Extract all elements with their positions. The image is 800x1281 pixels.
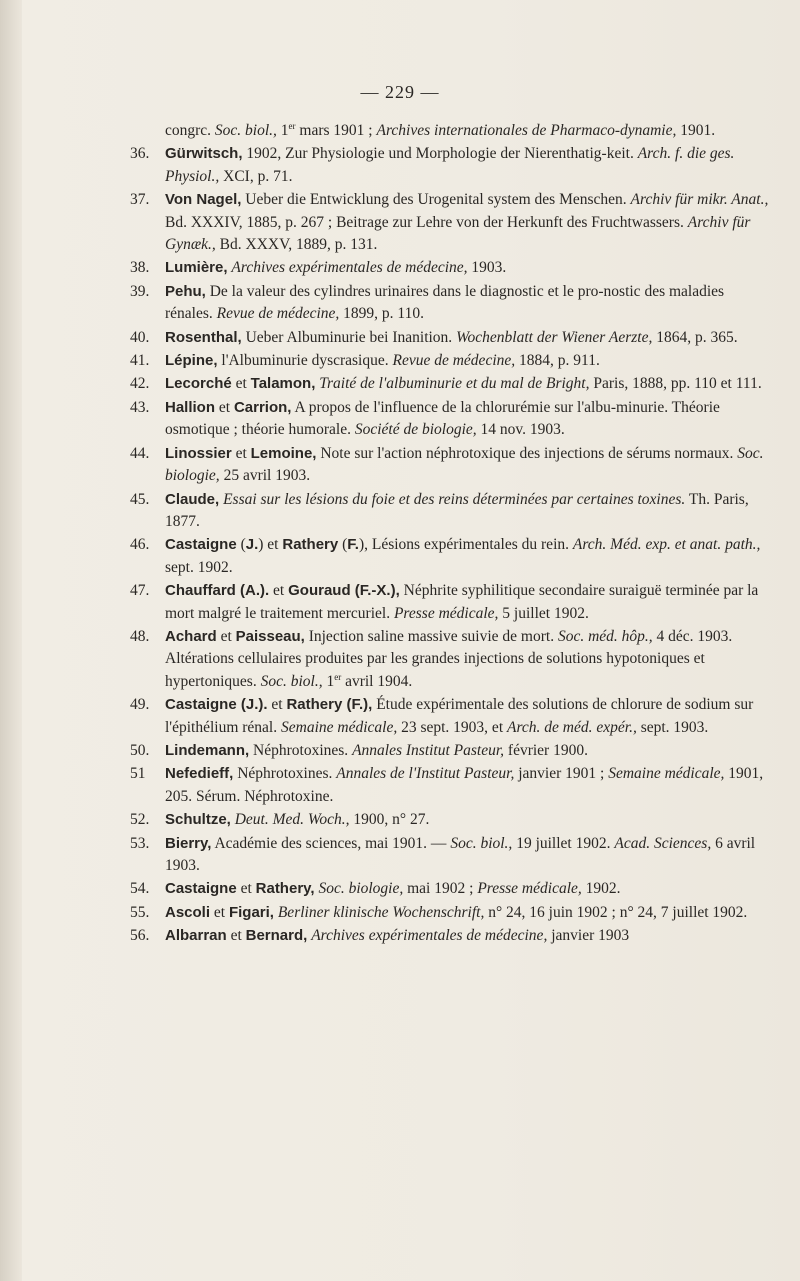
bibliography-list xyxy=(130,143,770,947)
reference-text: ), Lésions expérimentales du rein. xyxy=(358,536,573,554)
author-name: Albarran xyxy=(165,927,227,945)
reference-text: Néphrotoxines. xyxy=(233,765,337,783)
entry-number: 55. xyxy=(130,903,150,921)
author-name: Schultze, xyxy=(165,811,231,829)
publication-title: Presse médicale, xyxy=(393,604,499,622)
entry-number: 39. xyxy=(130,282,150,300)
reference-text: et xyxy=(267,696,287,714)
reference-text: 1884, p. 911. xyxy=(515,352,600,370)
superscript: er xyxy=(288,120,296,131)
publication-title: Archiv für mikr. Anat., xyxy=(630,191,769,209)
entry-number: 45. xyxy=(130,490,150,508)
author-name: Rathery, xyxy=(255,880,315,898)
reference-text: Néphrotoxines. xyxy=(249,741,353,759)
author-name: Rathery xyxy=(282,536,339,554)
publication-title: Semaine médicale, xyxy=(608,765,725,783)
reference-text: Note sur l'action néphrotoxique des injections de sérums normaux. xyxy=(316,444,738,462)
entry-number: 51 xyxy=(130,765,146,783)
bibliography-entry xyxy=(130,350,770,372)
entry-number: 54. xyxy=(130,880,150,898)
publication-title: Deut. Med. Woch., xyxy=(234,811,350,829)
publication-title: Annales Institut Pasteur, xyxy=(352,741,505,759)
bibliography-entry xyxy=(130,902,770,924)
reference-text: et xyxy=(216,627,236,645)
bibliography-entry xyxy=(130,626,770,693)
publication-title: Archives expérimentales de médecine, xyxy=(311,927,548,945)
publication-title: Arch. Méd. exp. et anat. path., xyxy=(572,536,761,554)
reference-text: 1900, n° 27. xyxy=(349,811,430,829)
bibliography-entry xyxy=(130,327,770,349)
reference-text: Néphrite syphilitique secondaire suraiguë terminée par la mort malgré le traitement mercuriel. xyxy=(165,582,759,622)
reference-text: XCI, p. 71. xyxy=(219,167,293,185)
author-name: Paisseau, xyxy=(235,627,305,645)
reference-text: 1 xyxy=(322,672,335,690)
reference-text: Étude expérimentale des solutions de chlorure de sodium sur l'épithélium rénal. xyxy=(165,696,754,736)
bibliography-entry xyxy=(130,580,770,625)
author-name: Lépine, xyxy=(165,352,218,370)
publication-title: Soc. biol., xyxy=(214,122,277,139)
author-name: Figari, xyxy=(228,903,274,921)
bibliography-entry xyxy=(130,833,770,878)
entry-number: 44. xyxy=(130,444,150,462)
reference-text: Th. Paris, 1877. xyxy=(165,490,749,530)
publication-title: Arch. f. die ges. Physiol., xyxy=(165,145,735,185)
bibliography-entry xyxy=(130,257,770,279)
publication-title: Archives expérimentales de médecine, xyxy=(231,259,468,277)
entry-number: 38. xyxy=(130,259,150,277)
reference-text: Bd. XXXIV, 1885, p. 267 ; Beitrage zur Lehre von der Herkunft des Fruchtwassers. xyxy=(165,213,688,231)
publication-title: Presse médicale, xyxy=(477,880,582,898)
author-name: Lecorché xyxy=(165,375,232,393)
publication-title: Annales de l'Institut Pasteur, xyxy=(336,765,515,783)
reference-text: 19 juillet 1902. xyxy=(512,834,615,852)
entry-number: 52. xyxy=(130,811,150,829)
author-name: Hallion xyxy=(165,398,216,416)
reference-text: A propos de l'influence de la chlorurémie sur l'albu-minurie. Théorie osmotique ; théorie humorale. xyxy=(165,398,720,439)
entry-number: 53. xyxy=(130,834,150,852)
publication-title: Soc. biol., xyxy=(260,672,323,690)
author-name: Nefedieff, xyxy=(165,765,234,783)
reference-text: et xyxy=(231,375,251,393)
author-name: Rosenthal, xyxy=(165,328,242,346)
reference-text: l'Albuminurie dyscrasique. xyxy=(217,352,393,370)
entry-number: 49. xyxy=(130,696,150,714)
reference-text: sept. 1902. xyxy=(165,558,233,576)
bibliography-entry xyxy=(130,740,770,762)
reference-text: 1901, 205. Sérum. Néphrotoxine. xyxy=(165,765,764,805)
reference-text: Ueber Albuminurie bei Inanition. xyxy=(241,328,457,346)
bibliography-continuation xyxy=(130,120,770,142)
author-name: Ascoli xyxy=(165,903,211,921)
author-name: Achard xyxy=(165,627,217,645)
publication-title: Archives internationales de Pharmaco-dynamie, xyxy=(376,122,677,139)
reference-text: 25 avril 1903. xyxy=(219,467,311,485)
publication-title: Wochenblatt der Wiener Aerzte, xyxy=(456,328,653,346)
author-name: Talamon, xyxy=(250,375,316,393)
reference-text: sept. 1903. xyxy=(636,718,709,736)
publication-title: Soc. biologie, xyxy=(318,880,404,898)
entry-number: 42. xyxy=(130,375,150,393)
bibliography-entry xyxy=(130,373,770,395)
entry-number: 50. xyxy=(130,741,150,759)
reference-text: 1903. xyxy=(467,259,507,277)
reference-text: et xyxy=(215,398,234,416)
bibliography-entry xyxy=(130,534,770,579)
bibliography-entry xyxy=(130,694,770,739)
reference-text: De la valeur des cylindres urinaires dans le diagnostic et le pro-nostic des maladies rénales. xyxy=(165,282,725,323)
author-name: Lindemann, xyxy=(165,741,250,759)
author-name: Chauffard (A.). xyxy=(165,582,270,600)
page-gutter xyxy=(0,0,22,1281)
entry-number: 56. xyxy=(130,927,150,945)
publication-title: Soc. méd. hôp., xyxy=(557,627,653,645)
publication-title: Société de biologie, xyxy=(354,421,477,439)
reference-text: 1 xyxy=(276,122,289,139)
publication-title: Revue de médecine, xyxy=(216,305,340,323)
author-name: Castaigne xyxy=(165,880,237,898)
reference-text: et xyxy=(210,903,229,921)
reference-text: 6 avril 1903. xyxy=(165,834,756,874)
author-name: Carrion, xyxy=(233,398,292,416)
reference-text: février 1900. xyxy=(504,741,588,759)
author-name: Gouraud (F.-X.), xyxy=(288,582,400,600)
reference-text: Ueber die Entwicklung des Urogenital system des Menschen. xyxy=(241,191,631,209)
entry-number: 48. xyxy=(130,627,150,645)
reference-text: ( xyxy=(236,536,246,554)
entry-number: 46. xyxy=(130,536,150,554)
author-name: Bernard, xyxy=(245,927,308,945)
publication-title: Revue de médecine, xyxy=(392,352,516,370)
author-name: Castaigne (J.). xyxy=(165,696,268,714)
bibliography-entry xyxy=(130,397,770,442)
author-name: Lumière, xyxy=(165,259,228,277)
reference-text: 1864, p. 365. xyxy=(652,328,738,346)
author-name: Pehu, xyxy=(165,282,206,300)
publication-title: Semaine médicale, xyxy=(281,718,398,736)
bibliography-entry xyxy=(130,489,770,534)
reference-text: n° 24, 16 juin 1902 ; n° 24, 7 juillet 1902. xyxy=(484,903,748,921)
page-number: — 229 — xyxy=(360,82,440,102)
reference-text: 23 sept. 1903, et xyxy=(397,718,507,736)
author-name: J. xyxy=(245,536,259,554)
reference-text: Injection saline massive suivie de mort. xyxy=(304,627,558,645)
entry-number: 47. xyxy=(130,582,150,600)
reference-text: janvier 1901 ; xyxy=(514,765,609,783)
bibliography-entry xyxy=(130,809,770,831)
entry-number: 41. xyxy=(130,352,150,370)
reference-text: 1901. xyxy=(676,122,716,139)
reference-text: ( xyxy=(338,536,348,554)
reference-text: 1902, Zur Physiologie und Morphologie der Nierenthatig-keit. xyxy=(242,145,638,163)
bibliography-entry xyxy=(130,925,770,947)
reference-text: et xyxy=(269,582,289,600)
author-name: Castaigne xyxy=(165,536,237,554)
bibliography-entry xyxy=(130,763,770,808)
bibliography-entry xyxy=(130,443,770,488)
bibliography-entry xyxy=(130,281,770,326)
publication-title: Archiv für Gynæk., xyxy=(165,213,751,254)
superscript: er xyxy=(334,671,342,682)
reference-text: 14 nov. 1903. xyxy=(476,421,565,439)
entry-number: 40. xyxy=(130,328,150,346)
reference-text: et xyxy=(226,927,246,945)
author-name: Lemoine, xyxy=(250,444,317,462)
reference-text: Bd. XXXV, 1889, p. 131. xyxy=(215,236,378,254)
reference-text: congrc. xyxy=(165,122,215,139)
reference-text: 4 déc. 1903. Altérations cellulaires produites par les grandes injections de solutions hypotoniques et hypertoniques. xyxy=(165,627,733,690)
entry-number: 43. xyxy=(130,398,150,416)
publication-title: Arch. de méd. expér., xyxy=(507,718,637,736)
reference-text: et xyxy=(231,444,251,462)
publication-title: Acad. Sciences, xyxy=(614,834,712,852)
publication-title: Soc. biologie, xyxy=(165,444,764,485)
author-name: F. xyxy=(347,536,359,554)
reference-text: mai 1902 ; xyxy=(403,880,478,898)
publication-title: Essai sur les lésions du foie et des reins déterminées par certaines toxines. xyxy=(223,490,686,508)
author-name: Rathery (F.), xyxy=(286,696,373,714)
entry-number: 37. xyxy=(130,191,150,209)
publication-title: Berliner klinische Wochenschrift, xyxy=(277,903,485,921)
publication-title: Soc. biol., xyxy=(450,834,513,852)
author-name: Von Nagel, xyxy=(165,191,242,209)
reference-text: 1899, p. 110. xyxy=(339,305,424,323)
bibliography-entry xyxy=(130,189,770,256)
publication-title: Traité de l'albuminurie et du mal de Bright, xyxy=(319,375,590,393)
bibliography-entry xyxy=(130,143,770,188)
reference-text: 1902. xyxy=(581,880,621,898)
reference-text: avril 1904. xyxy=(341,672,413,690)
bibliography-entry xyxy=(130,878,770,900)
reference-text: janvier 1903 xyxy=(547,927,630,945)
reference-text: Académie des sciences, mai 1901. — xyxy=(211,834,451,852)
bibliography xyxy=(130,120,770,949)
author-name: Linossier xyxy=(165,444,232,462)
author-name: Bierry, xyxy=(165,834,212,852)
reference-text: ) et xyxy=(258,536,283,554)
author-name: Claude, xyxy=(165,490,220,508)
reference-text: Paris, 1888, pp. 110 et 111. xyxy=(589,375,762,393)
reference-text: 5 juillet 1902. xyxy=(498,604,589,622)
entry-number: 36. xyxy=(130,145,150,163)
reference-text: et xyxy=(236,880,256,898)
author-name: Gürwitsch, xyxy=(165,145,243,163)
reference-text: mars 1901 ; xyxy=(295,122,377,139)
